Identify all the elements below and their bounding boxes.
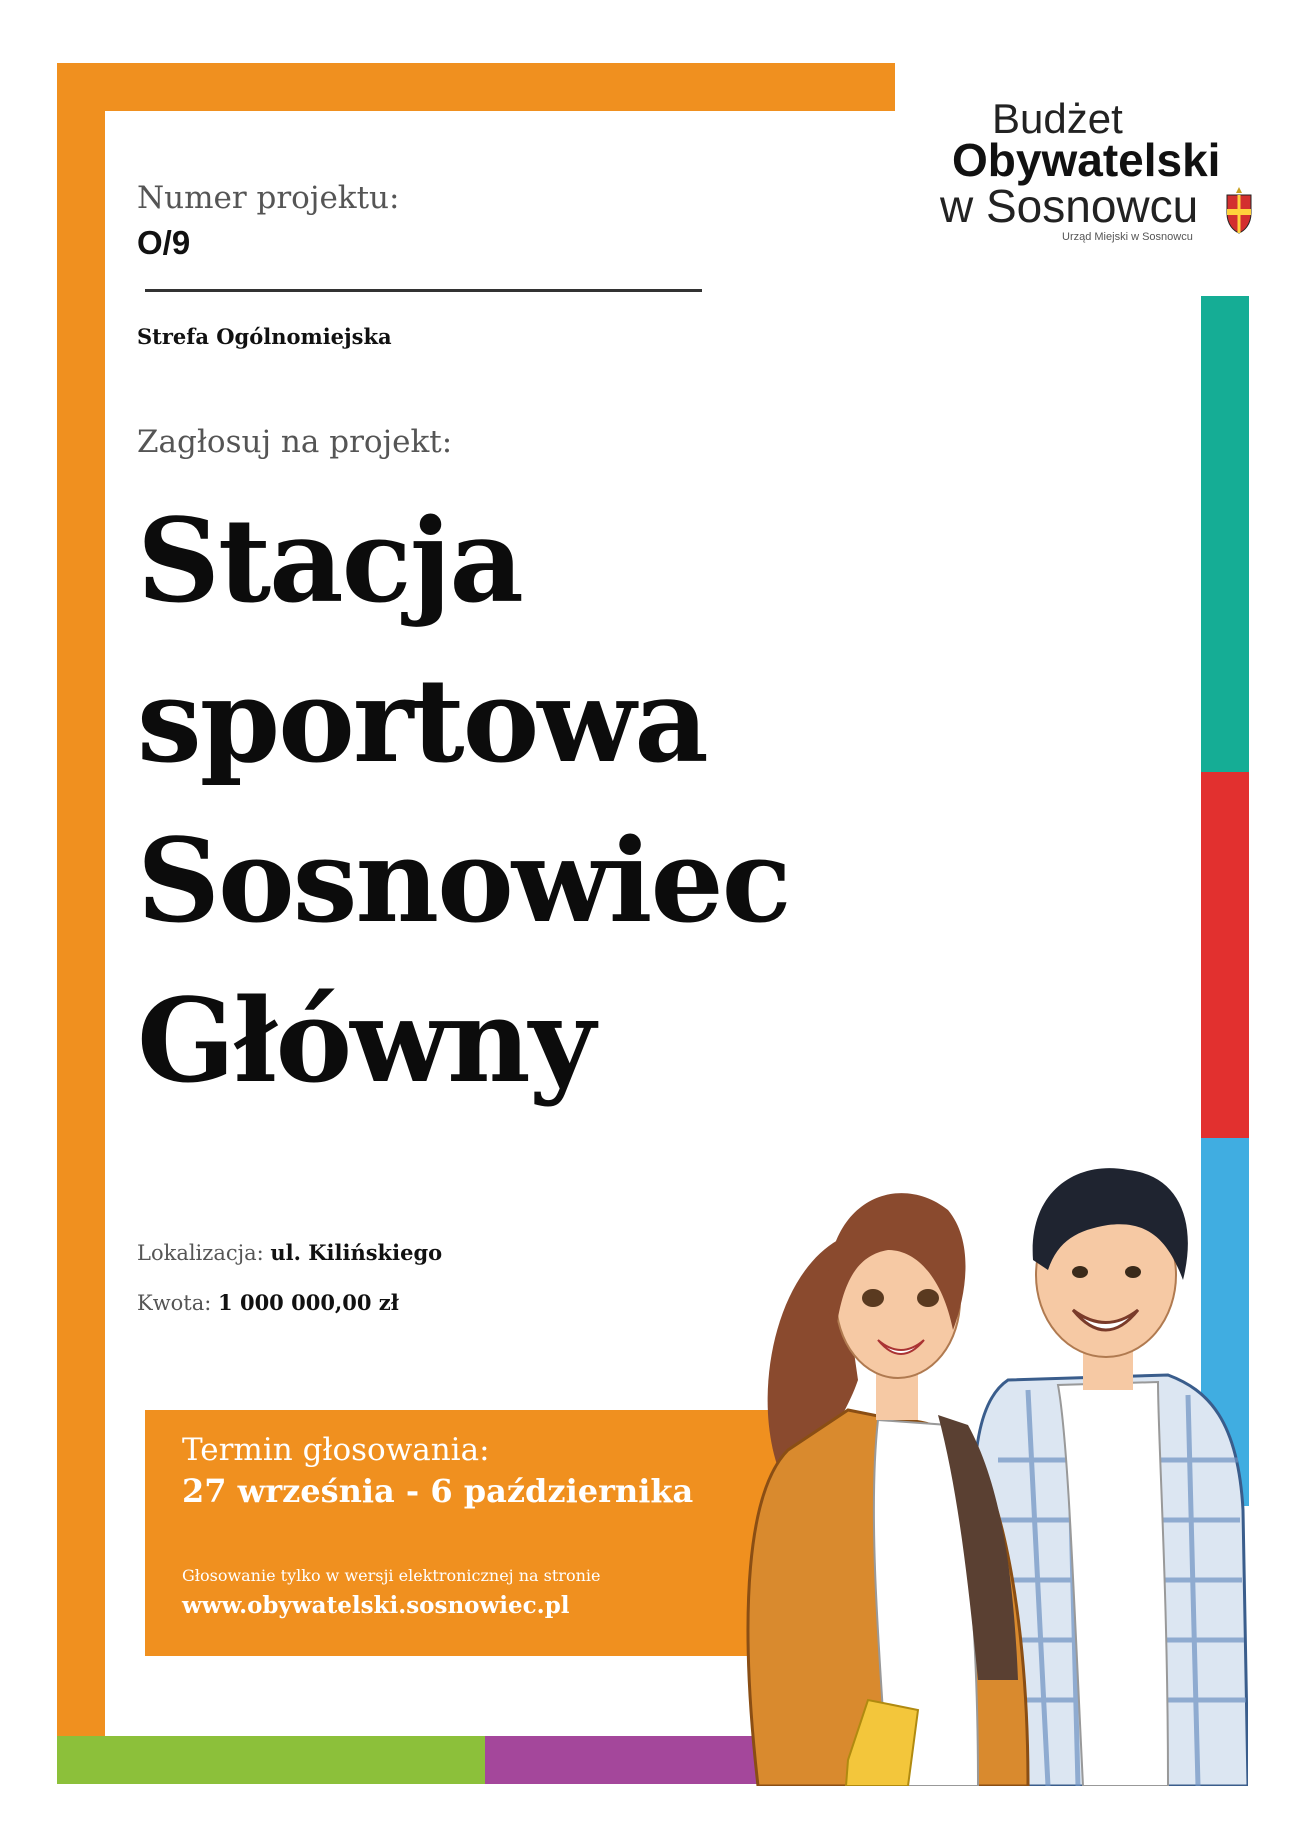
voting-url[interactable]: www.obywatelski.sosnowiec.pl (182, 1592, 570, 1619)
logo-subtitle: Urząd Miejski w Sosnowcu (1062, 231, 1193, 243)
amount-info (137, 1290, 399, 1315)
budget-logo (940, 95, 1260, 255)
project-number-value: O/9 (137, 224, 191, 261)
zone-label: Strefa Ogólnomiejska (137, 324, 392, 349)
divider (145, 289, 702, 292)
project-title (137, 482, 1037, 1122)
title-line: Główny (137, 974, 594, 1109)
logo-line-3: w Sosnowcu (940, 180, 1199, 232)
voting-dates: 27 września - 6 października (182, 1472, 694, 1510)
logo-line-2: Obywatelski (952, 134, 1221, 186)
two-young-people-icon (728, 1160, 1248, 1786)
voting-note: Głosowanie tylko w wersji elektronicznej na stronie (182, 1566, 601, 1585)
city-crest-icon (1224, 185, 1254, 235)
frame-top-bar (57, 63, 895, 111)
amount-label: Kwota: (137, 1291, 212, 1315)
title-line: sportowa (137, 654, 707, 789)
frame-right-teal-bar (1201, 296, 1249, 772)
location-value: ul. Kilińskiego (270, 1240, 443, 1265)
logo-line-1: Budżet (992, 95, 1123, 142)
frame-bottom-green-bar (57, 1736, 485, 1784)
voting-term-label: Termin głosowania: (182, 1432, 490, 1468)
frame-right-red-bar (1201, 772, 1249, 1138)
voting-box (145, 1410, 805, 1656)
location-info (137, 1240, 442, 1265)
project-number-label: Numer projektu: (137, 180, 400, 216)
vote-prompt: Zagłosuj na projekt: (137, 424, 453, 460)
title-line: Sosnowiec (137, 814, 790, 949)
location-label: Lokalizacja: (137, 1241, 264, 1265)
amount-value: 1 000 000,00 zł (218, 1290, 399, 1315)
title-line: Stacja (137, 494, 522, 629)
frame-left-bar (57, 63, 105, 1773)
woman-figure (748, 1193, 1028, 1786)
